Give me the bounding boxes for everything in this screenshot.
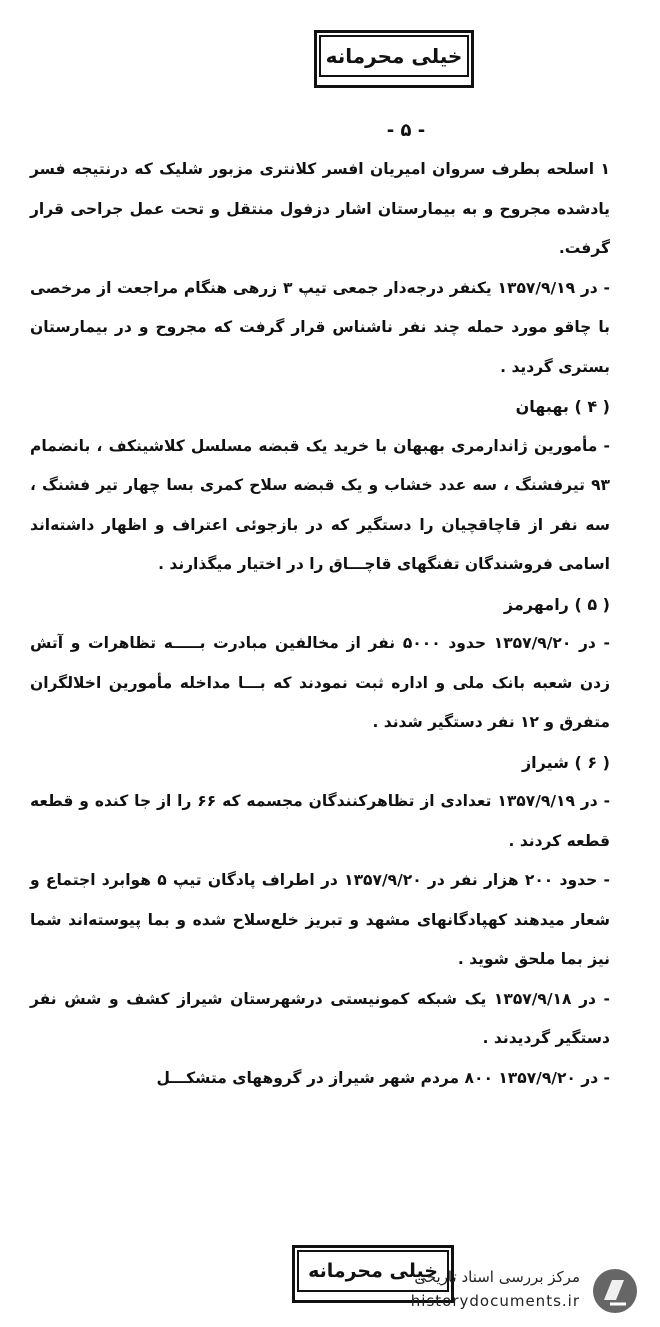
section-heading-behbahan: ( ۴ ) بهبهان <box>515 397 610 416</box>
archive-logo-icon <box>590 1266 640 1316</box>
archive-watermark <box>380 1262 650 1322</box>
classification-stamp-text: خیلی محرمانه <box>297 1250 449 1292</box>
document-body <box>30 150 610 1098</box>
paragraph-1: ۱ اسلحه بطرف سروان امیریان افسر کلانتری مزبور شلیک که درنتیجه فسر یادشده مجروح و به بیمارستان اشار دزفول منتقل و تحت عمل جراحی قرار گرفت. <box>30 160 610 257</box>
classification-stamp-text: خیلی محرمانه <box>319 35 469 77</box>
classification-stamp-top <box>314 30 474 88</box>
paragraph-2: - در ۱۳۵۷/۹/۱۹ یکنفر درجه‌دار جمعی تیپ ۳ زرهی هنگام مراجعت از مرخصی با چاقو مورد حمله چند نفر ناشناس قرار گرفت که مجروح و در بیمارستان بستری گردید . <box>30 278 610 376</box>
watermark-org-name: مرکز بررسی اسناد تاریخی <box>414 1268 580 1286</box>
section-heading-shiraz: ( ۶ ) شیراز <box>521 752 610 772</box>
page-number: - ۵ - <box>386 120 426 141</box>
section-heading-ramhormoz: ( ۵ ) رامهرمز <box>503 594 610 614</box>
paragraph-7: - در ۱۳۵۷/۹/۱۸ یک شبکه کمونیستی درشهرستان شیراز کشف و شش نفر دستگیر گردیدند . <box>30 989 610 1047</box>
paragraph-4: - در ۱۳۵۷/۹/۲۰ حدود ۵۰۰۰ نفر از مخالفین مبادرت بـــــه تظاهرات و آتش زدن شعبه بانک ملی و اداره ثبت نمودند که بـــا مداخله مأمورین اخلالگران متفرق و ۱۲ نفر دستگیر شدند . <box>30 634 610 731</box>
paragraph-6: - حدود ۲۰۰ هزار نفر در ۱۳۵۷/۹/۲۰ در اطراف پادگان تیپ ۵ هوابرد اجتماع و شعار میدهند کهپادگانهای مشهد و تبریز خلع‌سلاح شده و بما پیوسته‌اند شما نیز بما ملحق شوید . <box>30 871 610 968</box>
paragraph-3: - مأمورین ژاندارمری بهبهان با خرید یک قبضه مسلسل کلاشینکف ، بانضمام ۹۳ تیرفشنگ ، سه عدد خشاب و یک قبضه سلاح کمری بسا چهار تیر فشنگ ، سه نفر از قاچاقچیان را دستگیر که در بازجوئی اعتراف و اظهار داشته‌اند اسامی فروشندگان تفنگهای قاچـــاق را در اختیار میگذارند . <box>30 436 610 573</box>
watermark-website: historydocuments.ir <box>410 1292 580 1310</box>
paragraph-5: - در ۱۳۵۷/۹/۱۹ تعدادی از تظاهرکنندگان مجسمه که ۶۶ را از جا کنده و قطعه قطعه کردند . <box>30 792 610 850</box>
paragraph-8: - در ۱۳۵۷/۹/۲۰ ۸۰۰ مردم شهر شیراز در گروههای متشکـــل <box>156 1068 610 1087</box>
